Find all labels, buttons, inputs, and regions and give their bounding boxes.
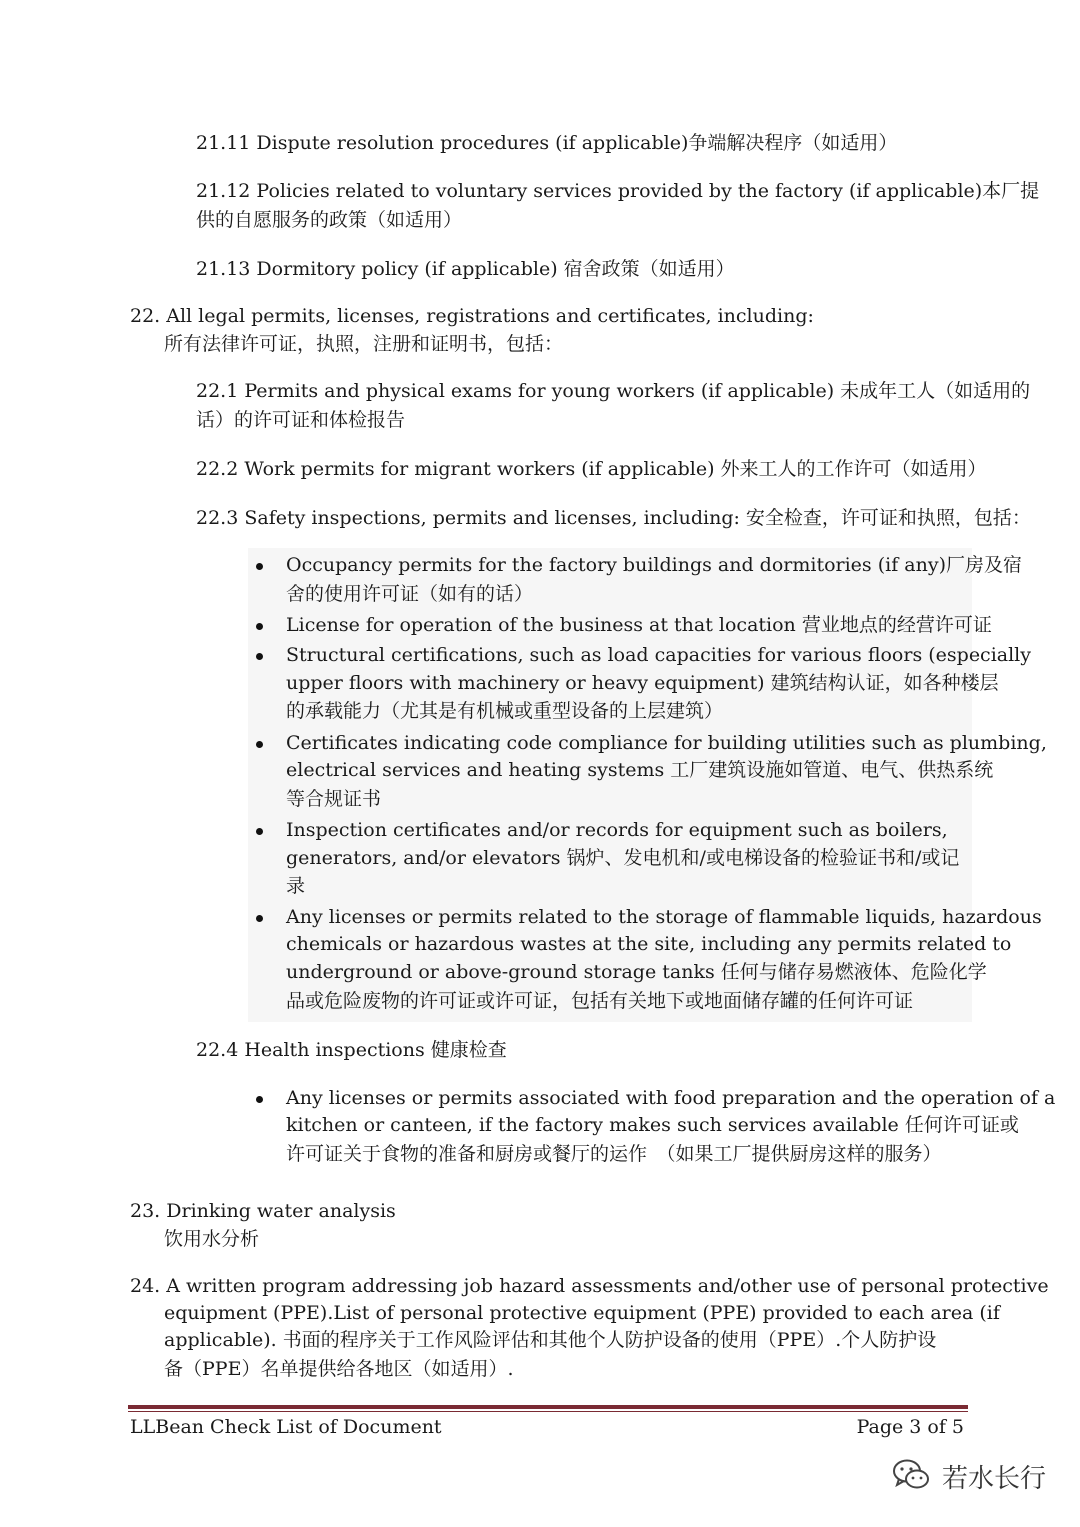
bullet-line: 的承载能力（尤其是有机械或重型设备的上层建筑） xyxy=(286,700,724,722)
bullet-line: 许可证关于食物的准备和厨房或餐厅的运作 （如果工厂提供厨房这样的服务） xyxy=(286,1143,942,1165)
item-21-11: 21.11 Dispute resolution procedures (if applicable)争端解决程序（如适用） xyxy=(196,132,898,154)
bullet-dot xyxy=(256,1096,263,1103)
bullet-dot xyxy=(256,828,263,835)
bullet-line: Inspection certificates and/or records for equipment such as boilers, xyxy=(286,819,948,841)
item-22-4: 22.4 Health inspections 健康检查 xyxy=(196,1039,507,1061)
bullet-line: underground or above-ground storage tanks 任何与储存易燃液体、危险化学 xyxy=(286,961,987,983)
bullet-line: Structural certifications, such as load capacities for various floors (especially xyxy=(286,644,1031,666)
item-21-12-line2: 供的自愿服务的政策（如适用） xyxy=(196,209,463,231)
item-22-1-line2: 话）的许可证和体检报告 xyxy=(196,409,406,431)
bullet-line: 等合规证书 xyxy=(286,788,382,810)
bullet-dot xyxy=(256,653,263,660)
bullet-dot xyxy=(256,563,263,570)
bullet-line: License for operation of the business at that location 营业地点的经营许可证 xyxy=(286,614,992,636)
bullet-dot xyxy=(256,915,263,922)
footer-title: LLBean Check List of Document xyxy=(130,1416,442,1438)
item-21-13: 21.13 Dormitory policy (if applicable) 宿舍政策（如适用） xyxy=(196,258,735,280)
bullet-line: generators, and/or elevators 锅炉、发电机和/或电梯设备的检验证书和/或记 xyxy=(286,847,960,869)
bullet-dot xyxy=(256,741,263,748)
bullet-line: Certificates indicating code compliance for building utilities such as plumbing, xyxy=(286,732,1047,754)
item-22-2: 22.2 Work permits for migrant workers (if applicable) 外来工人的工作许可（如适用） xyxy=(196,458,987,480)
bullet-line: Any licenses or permits associated with food preparation and the operation of a xyxy=(286,1087,1056,1109)
bullet-line: kitchen or canteen, if the factory makes such services available 任何许可证或 xyxy=(286,1114,1019,1136)
item-24-line3: applicable). 书面的程序关于工作风险评估和其他个人防护设备的使用（PPE）.个人防护设 xyxy=(164,1329,937,1351)
bullet-line: Any licenses or permits related to the storage of flammable liquids, hazardous xyxy=(286,906,1042,928)
footer-rule xyxy=(128,1405,968,1409)
item-24-line4: 备（PPE）名单提供给各地区（如适用）. xyxy=(164,1358,514,1380)
footer-page-number: Page 3 of 5 xyxy=(856,1416,964,1438)
item-23-title: 23. Drinking water analysis xyxy=(130,1200,396,1222)
bullet-line: Occupancy permits for the factory buildings and dormitories (if any)厂房及宿 xyxy=(286,554,1022,576)
item-24-line2: equipment (PPE).List of personal protective equipment (PPE) provided to each area (if xyxy=(164,1302,1000,1324)
bullet-line: upper floors with machinery or heavy equipment) 建筑结构认证，如各种楼层 xyxy=(286,672,999,694)
item-24-line1: 24. A written program addressing job hazard assessments and/other use of personal protective xyxy=(130,1275,1049,1297)
bullet-line: 品或危险废物的许可证或许可证，包括有关地下或地面储存罐的任何许可证 xyxy=(286,990,914,1012)
wechat-icon xyxy=(892,1458,930,1492)
bullet-line: 录 xyxy=(286,875,306,897)
watermark-text: 若水长行 xyxy=(941,1464,1046,1494)
item-22-3: 22.3 Safety inspections, permits and licenses, including: 安全检查，许可证和执照，包括： xyxy=(196,507,1031,529)
bullet-line: 舍的使用许可证（如有的话） xyxy=(286,583,534,605)
item-22-chinese: 所有法律许可证，执照，注册和证明书，包括： xyxy=(164,333,564,355)
bullet-dot xyxy=(256,623,263,630)
item-21-12-line1: 21.12 Policies related to voluntary services provided by the factory (if applicable)本厂提 xyxy=(196,180,1040,202)
item-22-title: 22. All legal permits, licenses, registrations and certificates, including: xyxy=(130,305,814,327)
footer-rule-thin xyxy=(128,1411,968,1412)
item-23-chinese: 饮用水分析 xyxy=(164,1228,260,1250)
bullet-line: chemicals or hazardous wastes at the site, including any permits related to xyxy=(286,933,1012,955)
bullet-line: electrical services and heating systems 工厂建筑设施如管道、电气、供热系统 xyxy=(286,759,994,781)
item-22-1-line1: 22.1 Permits and physical exams for young workers (if applicable) 未成年工人（如适用的 xyxy=(196,380,1031,402)
